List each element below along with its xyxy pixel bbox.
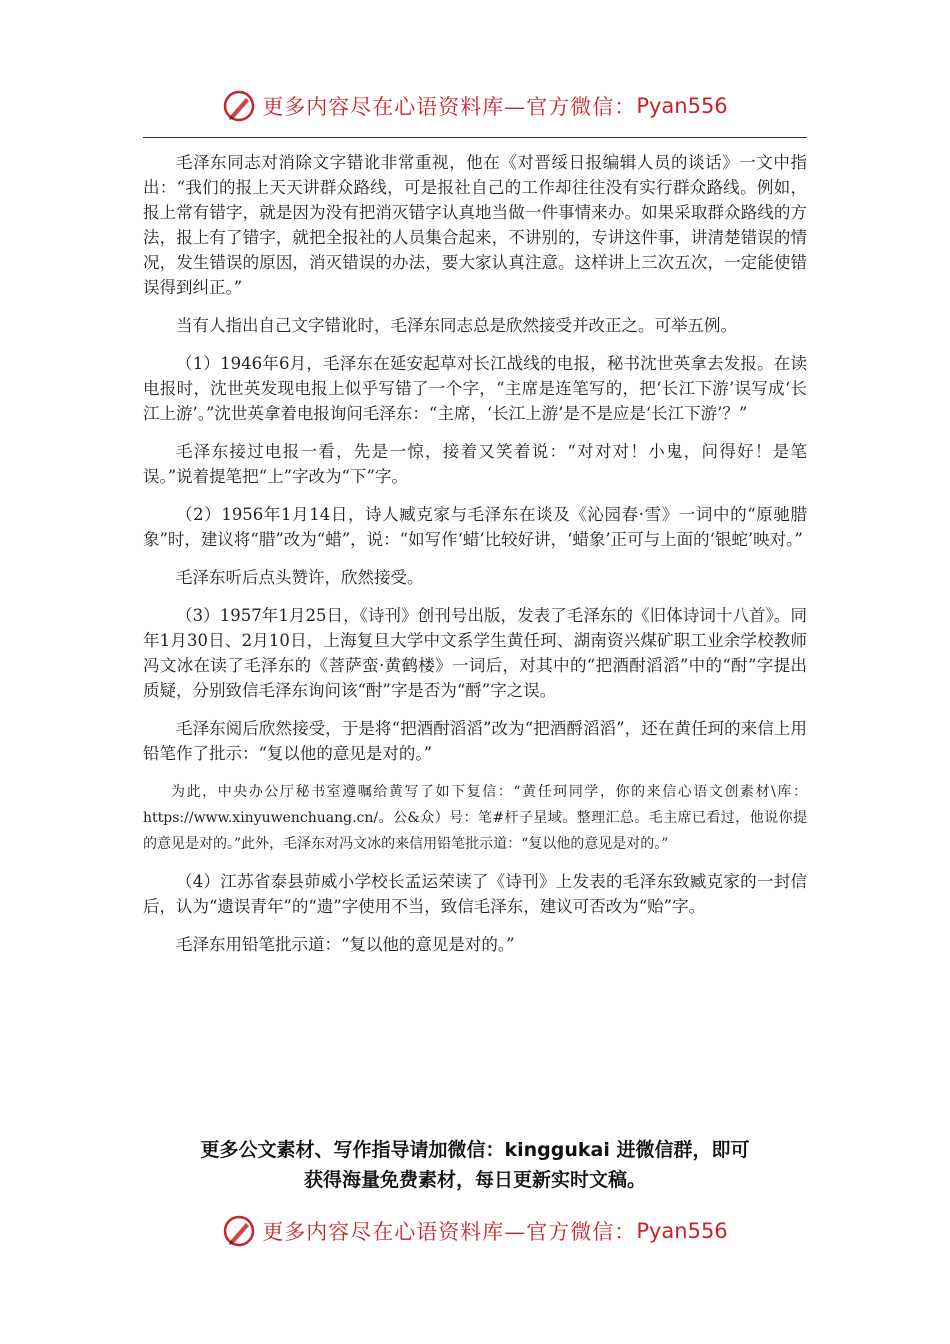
header-divider bbox=[143, 137, 807, 138]
header-watermark bbox=[0, 86, 950, 126]
footer-brand-text: 更多内容尽在心语资料库—官方微信： bbox=[262, 1220, 637, 1244]
pen-logo-icon bbox=[222, 89, 256, 123]
promo-banner bbox=[120, 1135, 830, 1195]
header-brand-id: Pyan556 bbox=[636, 94, 728, 118]
paragraph-4: 毛泽东接过电报一看，先是一惊，接着又笑着说：“对对对！小鬼，问得好！是笔误。”说着提笔把“上”字改为“下”字。 bbox=[143, 442, 807, 486]
promo-line-1: 更多公文素材、写作指导请加微信：kinggukai 进微信群，即可 bbox=[200, 1139, 750, 1161]
article-body bbox=[143, 150, 807, 970]
paragraph-3: （1）1946年6月，毛泽东在延安起草对长江战线的电报，秘书沈世英拿去发报。在读电报时，沈世英发现电报上似乎写错了一个字，“主席是连笔写的，把‘长江下游’误写成‘长江上游’。”沈世英拿着电报询问毛泽东：“主席，‘长江上游’是不是应是‘长江下游’？” bbox=[143, 354, 807, 423]
footer-watermark bbox=[0, 1211, 950, 1251]
paragraph-6: 毛泽东听后点头赞许，欣然接受。 bbox=[176, 568, 424, 587]
paragraph-2: 当有人指出自己文字错讹时，毛泽东同志总是欣然接受并改正之。可举五例。 bbox=[176, 316, 737, 335]
paragraph-8: 毛泽东阅后欣然接受，于是将“把酒酎滔滔”改为“把酒酹滔滔”，还在黄任珂的来信上用铅笔作了批示：“复以他的意见是对的。” bbox=[143, 719, 807, 763]
paragraph-10: （4）江苏省泰县茆威小学校长孟运荣读了《诗刊》上发表的毛泽东致臧克家的一封信后，认为“遗误青年”的“遗”字使用不当，致信毛泽东，建议可否改为“贻”字。 bbox=[143, 872, 807, 916]
paragraph-1: 毛泽东同志对消除文字错讹非常重视，他在《对晋绥日报编辑人员的谈话》一文中指出：“我们的报上天天讲群众路线，可是报社自己的工作却往往没有实行群众路线。例如，报上常有错字，就是因为没有把消灭错字认真地当做一件事情来办。如果采取群众路线的方法，报上有了错字，就把全报社的人员集合起来，不讲别的，专讲这件事，讲清楚错误的情况，发生错误的原因，消灭错误的办法，要大家认真注意。这样讲上三次五次，一定能使错误得到纠正。” bbox=[143, 153, 807, 297]
footer-brand-id: Pyan556 bbox=[636, 1219, 728, 1243]
paragraph-9: 为此，中央办公厅秘书室遵嘱给黄写了如下复信：“黄任珂同学，你的来信心语文创素材\库：https://www.xinyuwenchuang.cn/。公&众）号：笔#杆子星域。整理汇总。毛主席已看过，他说你提的意见是对的。”此外，毛泽东对冯文冰的来信用铅笔批示道：“复以他的意见是对的。” bbox=[143, 784, 807, 852]
header-brand-text: 更多内容尽在心语资料库—官方微信： bbox=[262, 95, 637, 119]
paragraph-11: 毛泽东用铅笔批示道：“复以他的意见是对的。” bbox=[176, 935, 515, 954]
paragraph-5: （2）1956年1月14日，诗人臧克家与毛泽东在谈及《沁园春·雪》一词中的“原驰腊象”时，建议将“腊”改为“蜡”，说：“如写作‘蜡’比较好讲，‘蜡象’正可与上面的‘银蛇’映对。” bbox=[143, 505, 807, 549]
pen-logo-icon bbox=[222, 1214, 256, 1248]
promo-line-2: 获得海量免费素材，每日更新实时文稿。 bbox=[303, 1169, 646, 1191]
paragraph-7: （3）1957年1月25日，《诗刊》创刊号出版，发表了毛泽东的《旧体诗词十八首》。同年1月30日、2月10日，上海复旦大学中文系学生黄任珂、湖南资兴煤矿职工业余学校教师冯文冰在读了毛泽东的《菩萨蛮·黄鹤楼》一词后，对其中的“把酒酎滔滔”中的“酎”字提出质疑，分别致信毛泽东询问该“酎”字是否为“酹”字之误。 bbox=[143, 606, 807, 700]
